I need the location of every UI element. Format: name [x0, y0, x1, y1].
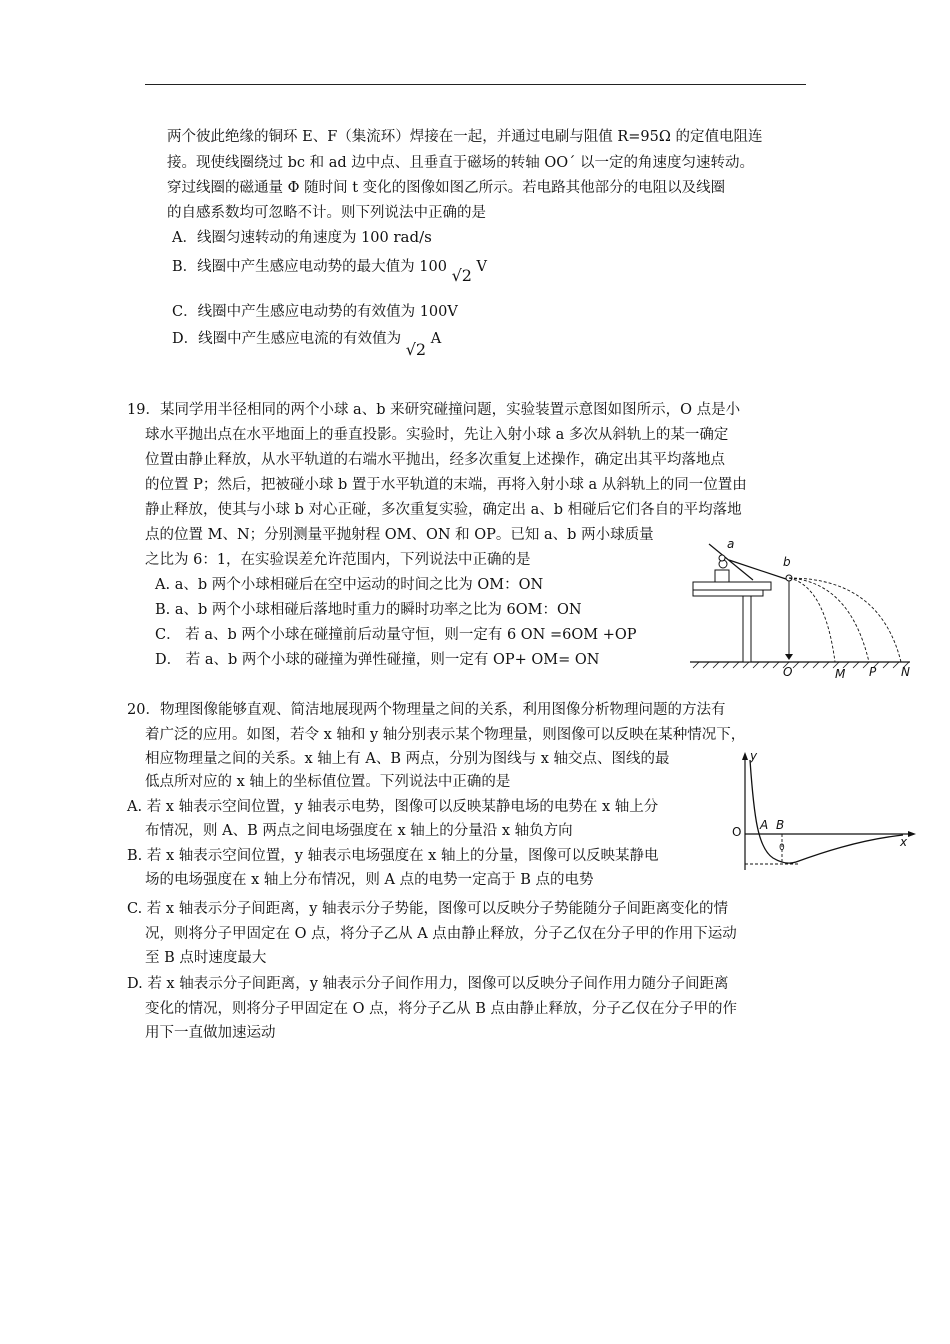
collision-apparatus-figure [685, 530, 915, 680]
q18-option-d-unit: A [430, 331, 442, 347]
label-A: A [760, 818, 769, 832]
q20-option-b-line-1: B. 若 x 轴表示空间位置，y 轴表示电场强度在 x 轴上的分量，图像可以反映某静电 [127, 848, 659, 864]
q18-option-d-sqrt: √2 [405, 340, 427, 359]
potential-curve-figure [728, 748, 918, 878]
label-a: a [727, 537, 735, 551]
q19-line-6: 点的位置 M、N；分别测量平抛射程 OM、ON 和 OP。已知 a、b 两小球质量 [145, 527, 654, 543]
label-B: B [776, 818, 785, 832]
q20-option-a-line-2: 布情况，则 A、B 两点之间电场强度在 x 轴上的分量沿 x 轴负方向 [145, 823, 573, 839]
label-b: b [783, 555, 791, 569]
label-O: O [783, 665, 793, 679]
q19-option-b: B. a、b 两个小球相碰后落地时重力的瞬时功率之比为 6OM：ON [155, 602, 582, 618]
q20-line-2: 着广泛的应用。如图，若令 x 轴和 y 轴分别表示某个物理量，则图像可以反映在某种情况下， [145, 727, 746, 743]
label-P: P [869, 665, 877, 679]
trajectory-N [789, 578, 901, 662]
q18-option-d-text: D．线圈中产生感应电流的有效值为 [172, 331, 402, 347]
q18-option-a [172, 227, 432, 248]
q19-option-c: C． 若 a、b 两个小球在碰撞前后动量守恒，则一定有 6 ON =6OM +OP [155, 627, 637, 643]
q20-option-d-line-3: 用下一直做加速运动 [145, 1025, 276, 1041]
q18-option-b [172, 256, 488, 285]
q20-option-b-line-2: 场的电场强度在 x 轴上分布情况，则 A 点的电势一定高于 B 点的电势 [145, 872, 594, 888]
y-axis-arrow [742, 752, 748, 760]
table-top [693, 582, 771, 590]
x-axis-arrow [908, 831, 916, 837]
label-x: x [900, 835, 908, 849]
q18-option-b-text: B．线圈中产生感应电动势的最大值为 100 [172, 259, 447, 275]
ground-hatch [693, 662, 909, 668]
table-shelf [693, 590, 763, 596]
trajectory-M [789, 578, 835, 662]
label-O: O [732, 825, 742, 839]
incline-slope [729, 560, 789, 580]
q19-line-1: 19．某同学用半径相同的两个小球 a、b 来研究碰撞问题，实验装置示意图如图所示，O 点是小 [127, 402, 741, 418]
ramp-base [715, 570, 729, 582]
q18-option-c: C．线圈中产生感应电动势的有效值为 100V [172, 304, 458, 320]
ball-a-upper [719, 555, 725, 561]
q19-line-5: 静止释放，使其与小球 b 对心正碰，多次重复实验，确定出 a、b 相碰后它们各自的平均落地 [145, 502, 742, 518]
q20-line-3: 相应物理量之间的关系。x 轴上有 A、B 两点，分别为图线与 x 轴交点、图线的最 [145, 751, 670, 767]
q18-line-1: 两个彼此绝缘的铜环 E、F（集流环）焊接在一起，并通过电刷与阻值 R=95Ω 的定值电阻连 [167, 129, 763, 145]
q19-option-a: A. a、b 两个小球相碰后在空中运动的时间之比为 OM：ON [155, 577, 544, 593]
q19-option-d: D． 若 a、b 两个小球的碰撞为弹性碰撞，则一定有 OP+ OM= ON [155, 652, 600, 668]
plumb-arrow [785, 654, 793, 660]
q18-line-4: 的自感系数均可忽略不计。则下列说法中正确的是 [167, 205, 486, 221]
q18-line-3: 穿过线圈的磁通量 Φ 随时间 t 变化的图像如图乙所示。若电路其他部分的电阻以及线圈 [167, 180, 726, 196]
q20-option-c-line-3: 至 B 点时速度最大 [145, 950, 267, 966]
q20-option-a-line-1: A. 若 x 轴表示空间位置，y 轴表示电势，图像可以反映某静电场的电势在 x 轴上分 [127, 799, 659, 815]
label-N: N [901, 665, 910, 679]
q18-option-d [172, 328, 442, 359]
q18-option-a-unit: rad/s [393, 228, 432, 246]
q19-line-7: 之比为 6：1，在实验误差允许范围内，下列说法中正确的是 [145, 552, 531, 568]
q20-option-d-line-1: D. 若 x 轴表示分子间距离，y 轴表示分子间作用力，图像可以反映分子间作用力随分子间距离 [127, 976, 729, 992]
q18-line-2: 接。现使线圈绕过 bc 和 ad 边中点、且垂直于磁场的转轴 OO´ 以一定的角速度匀速转动。 [167, 155, 755, 171]
table-leg [743, 596, 751, 662]
q19-line-2: 球水平抛出点在水平地面上的垂直投影。实验时，先让入射小球 a 多次从斜轨上的某一确定 [145, 427, 729, 443]
trajectory-P [789, 578, 869, 662]
q18-option-a-text: A．线圈匀速转动的角速度为 100 [172, 230, 389, 246]
q18-option-b-sqrt: √2 [451, 266, 472, 285]
q20-option-c-line-1: C. 若 x 轴表示分子间距离，y 轴表示分子势能，图像可以反映分子势能随分子间距离变化的情 [127, 901, 728, 917]
header-rule [145, 84, 806, 85]
label-y: y [750, 749, 758, 763]
q19-line-3: 位置由静止释放，从水平轨道的右端水平抛出，经多次重复上述操作，确定出其平均落地点 [145, 452, 725, 468]
q20-line-4: 低点所对应的 x 轴上的坐标值位置。下列说法中正确的是 [145, 774, 511, 790]
label-zero: 0 [779, 843, 785, 853]
q19-line-4: 的位置 P；然后，把被碰小球 b 置于水平轨道的末端，再将入射小球 a 从斜轨上的同一位置由 [145, 477, 747, 493]
q20-option-d-line-2: 变化的情况，则将分子甲固定在 O 点，将分子乙从 B 点由静止释放，分子乙仅在分子甲的作 [145, 1001, 737, 1017]
q20-line-1: 20．物理图像能够直观、简洁地展现两个物理量之间的关系，利用图像分析物理问题的方法有 [127, 702, 726, 718]
curve [750, 760, 903, 863]
q18-option-b-unit: V [476, 259, 488, 275]
q20-option-c-line-2: 况，则将分子甲固定在 O 点，将分子乙从 A 点由静止释放，分子乙仅在分子甲的作用下运动 [145, 926, 737, 942]
label-M: M [835, 667, 846, 680]
